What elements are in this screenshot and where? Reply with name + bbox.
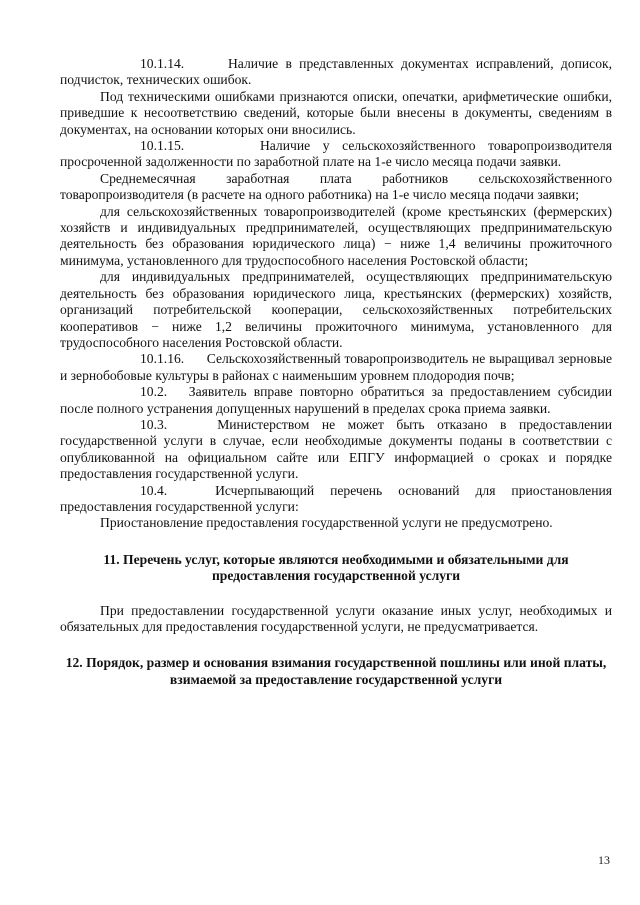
clause-text: Приостановление предоставления государственной услуги не предусмотрено. <box>100 515 553 531</box>
clause-number: 10.1.14. <box>140 56 185 71</box>
clause-text: для индивидуальных предпринимателей, осуществляющих предпринимательскую деятельность без образования юридического лица, крестьянских (фермерских) хозяйств, организаций потребительской кооперации, сельскохозяйственных потребительских кооперативов − ниже 1,2 величины прожиточного минимума, установленного для трудоспособного населения Ростовской области. <box>60 269 612 350</box>
clause-number: 10.1.16. <box>140 351 185 367</box>
clause-text: Под техническими ошибками признаются описки, опечатки, арифметические ошибки, приведшие к несоответствию сведений, которые были внесены в документы, сведениям в документах, на основании которых они вносились. <box>60 88 612 137</box>
clause-text: Заявитель вправе повторно обратиться за предоставлением субсидии после полного устранения допущенных нарушений в пределах срока приема заявки. <box>60 384 613 416</box>
para-10-1-15 <box>60 138 612 171</box>
section-11-text: При предоставлении государственной услуги оказание иных услуг, необходимых и обязательных для предоставления государственной услуги, не предусматривается. <box>60 602 612 634</box>
clause-text: Исчерпывающий перечень оснований для приостановления предоставления государственной услуги: <box>60 482 612 514</box>
para-individual-entrepreneurs <box>60 269 612 351</box>
para-10-1-14 <box>60 56 612 89</box>
clause-text: Наличие у сельскохозяйственного товаропроизводителя просроченной задолженности по заработной плате на 1-е число месяца подачи заявки. <box>60 138 612 170</box>
para-10-2 <box>60 384 612 417</box>
clause-number: 10.1.15. <box>140 138 185 154</box>
para-technical-errors <box>60 89 612 138</box>
clause-text: Среднемесячная заработная плата работников сельскохозяйственного товаропроизводителя (в расчете на одного работника) на 1-е число месяца подачи заявки; <box>60 170 612 203</box>
para-suspension-not-provided <box>60 515 612 531</box>
clause-text: Наличие в представленных документах исправлений, дописок, подчисток, технических ошибок. <box>60 56 613 88</box>
clause-text: для сельскохозяйственных товаропроизводителей (кроме крестьянских (фермерских) хозяйств и индивидуальных предпринимателей, осуществляющих предпринимательскую деятельность без образования юридического лица) − ниже 1,4 величины прожиточного минимума, установленного для трудоспособного населения Ростовской области; <box>60 203 612 268</box>
section-11-heading: 11. Перечень услуг, которые являются необходимыми и обязательными для предоставления государственной услуги <box>103 551 569 584</box>
para-10-3 <box>60 417 612 483</box>
para-agri-producers <box>60 204 612 270</box>
page-number: 13 <box>598 853 610 867</box>
para-average-salary <box>60 171 612 204</box>
clause-text: Сельскохозяйственный товаропроизводитель не выращивал зерновые и зернобобовые культуры в районах с наименьшим уровнем плодородия почв; <box>60 351 613 383</box>
section-12-heading: 12. Порядок, размер и основания взимания государственной пошлины или иной платы, взимаемой за предоставление государственной услуги <box>65 655 607 687</box>
clause-text: Министерством не может быть отказано в предоставлении государственной услуги в случае, если необходимые документы поданы в соответствии с опубликованной на официальном сайте или ЕПГУ информацией о сроках и порядке предоставления государственной услуги. <box>60 416 612 482</box>
clause-number: 10.3. <box>140 416 168 432</box>
para-10-1-16 <box>60 351 612 384</box>
clause-number: 10.2. <box>140 384 168 400</box>
para-10-4 <box>60 483 612 516</box>
clause-number: 10.4. <box>140 482 168 498</box>
